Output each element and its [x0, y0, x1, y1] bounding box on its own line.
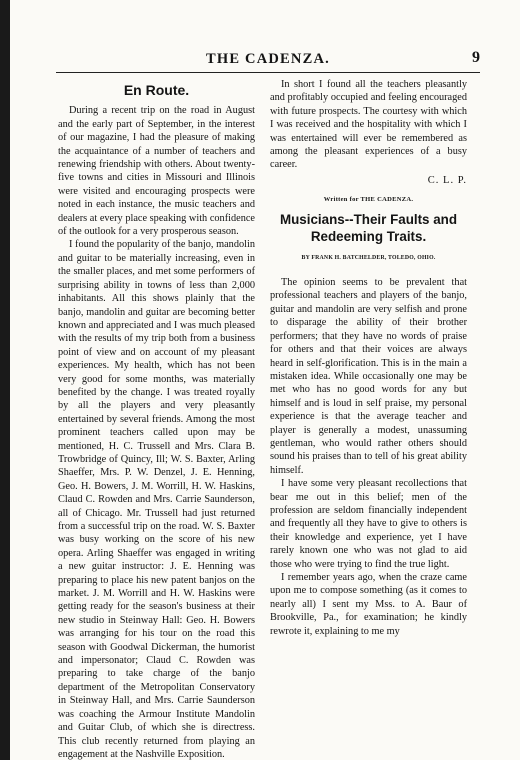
article-paragraph: During a recent trip on the road in August and the early part of September, in the interest of our magazine, I had the pleasure of making the acquaintance of a number of teachers and renewing friendship with others. About twenty-five towns and cities in Missouri and Illinois were visited and encouraging prospects were noted in each instance, the music teachers and dealers at every place speaking with confidence of the outlook for a very prosperous season.	[58, 105, 255, 238]
page-number: 9	[472, 49, 480, 66]
written-for-note: Written for THE CADENZA.	[323, 196, 414, 204]
article-title-musicians: Musicians--Their Faults and Redeeming Traits.	[279, 211, 458, 244]
article-paragraph: I remember years ago, when the craze came upon me to compose something (as it comes to nearly all) I sent my Mss. to A. Baur of Brookville, Pa., for examination; he kindly rewrote it, explaining to me my	[270, 572, 467, 637]
page-header	[56, 48, 480, 73]
article-paragraph: The opinion seems to be prevalent that professional teachers and players of the banjo, guitar and mandolin are very selfish and prone to disparage the ability of their brother performers; that they have no words of praise for others and that their voices are always heard in self-glorification. This is in the main a mistaken idea. While occasionally one may be met who has no good words for any but himself and is loud in self praise, my personal experience is that the average teacher and player is generally a modest, unassuming gentleman, who would rather others should sound his praises than to tell of his great ability himself.	[270, 277, 467, 476]
article-paragraph: I have some very pleasant recollections that bear me out in this belief; men of the profession are seldom financially independent and frequently all they have to give to others is their knowledge and experience, yet I have rarely known one who was not glad to aid those who were trying to find the true light.	[270, 478, 467, 570]
article-byline: BY FRANK H. BATCHELDER, TOLEDO, OHIO.	[301, 254, 436, 261]
article-paragraph: I found the popularity of the banjo, mandolin and guitar to be materially increasing, even in the smaller places, and met some performers of surprising ability in towns of less than 2,000 inhabitants. All this shows plainly that the banjo, mandolin and guitar are becoming better known and appreciated and I was much pleased with the results of my trip both from a business point of view and on account of my pleasant experiences. My health, which has not been very good for some months, was materially benefited by the change. I was treated royally by all the players and very pleasantly entertained by several friends. Among the most prominent teachers called upon may be mentioned, H. C. Trussell and Mrs. Clara B. Trowbridge of Quincy, Ill; W. S. Baxter, Arling Shaeffer, Mrs. P. W. Denzel, J. E. Henning, Geo. H. Bowers, J. M. Worrill, H. W. Haskins, Claud C. Rowden and Mrs. Carrie Saunderson, all of Chicago. Mr. Trussell had just returned from a successful trip on the road. W. S. Baxter was busy working on the score of his new opera. Arling Shaeffer was engaged in writing a new guitar instructor: J. E. Henning was preparing to place his new patent banjos on the market. J. M. Worrill and H. W. Haskins were getting ready for the season's business at their new studio in Steinway Hall: Geo. H. Bowers was arranging for his tour on the road this season with Goodwal Dickerman, the humorist and impersonator; Claud C. Rowden was preparing to take charge of the banjo department of the Metropolitan Conservatory in Steinway Hall, and Mrs. Carrie Saunderson was coaching the Armour Institute Mandolin and Guitar Club, of which she is directress. This club recently returned from playing an engagement at the Nashville Exposition.	[58, 239, 255, 760]
binding-edge	[0, 0, 10, 760]
right-column	[270, 78, 467, 638]
left-column	[58, 78, 255, 761]
article-paragraph: In short I found all the teachers pleasantly and profitably occupied and feeling encouraged with future prospects. The courtesy with which I was received and the hospitality with which I was entertained will ever be remembered as among the pleasant experiences of a busy career.	[270, 79, 467, 171]
running-title: THE CADENZA.	[206, 51, 330, 67]
article-heading-en-route: En Route.	[123, 82, 190, 98]
article-signature: C. L. P.	[427, 174, 467, 186]
